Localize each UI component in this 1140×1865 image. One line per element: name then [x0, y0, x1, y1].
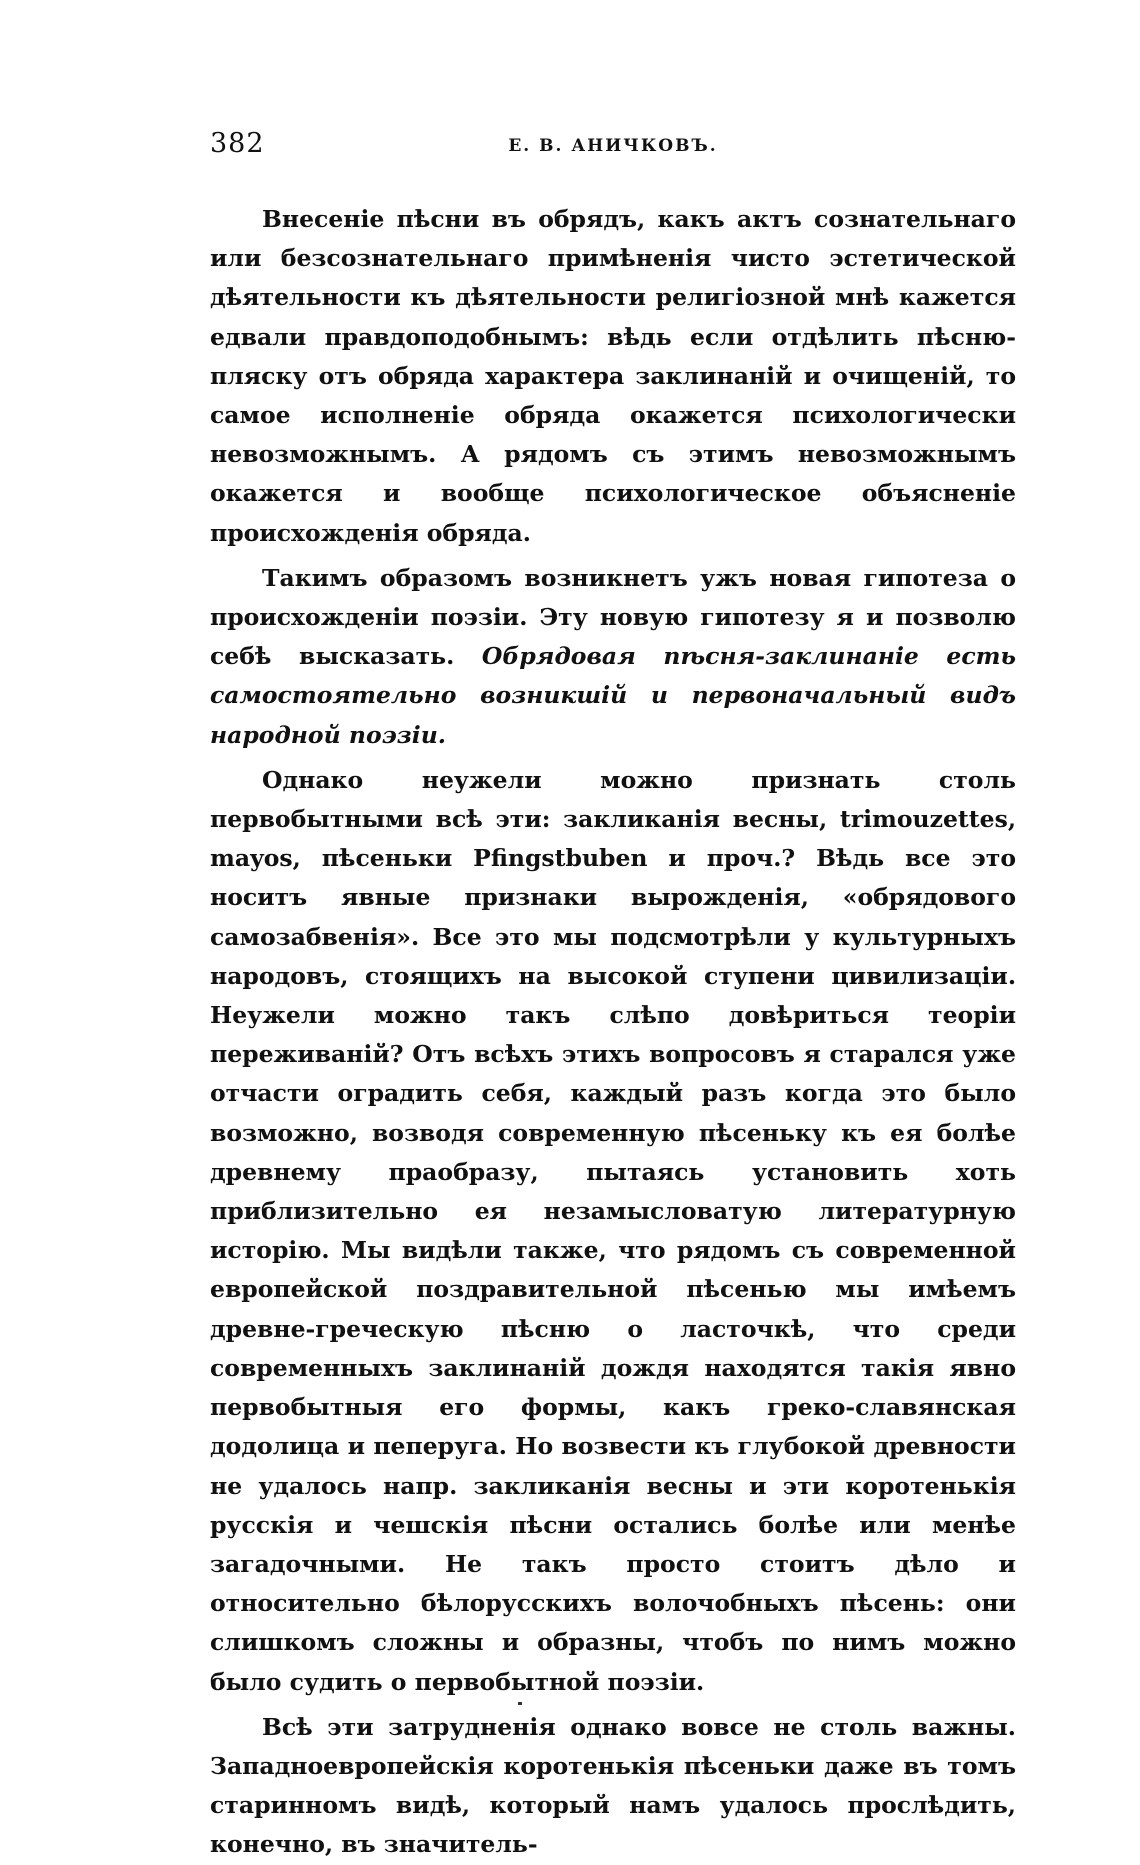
paragraph — [210, 1708, 1016, 1865]
paragraph — [210, 761, 1016, 1702]
body-text — [210, 200, 1016, 1865]
paragraph — [210, 559, 1016, 755]
running-head: Е. В. АНИЧКОВЪ. — [508, 136, 718, 156]
scan-speck — [518, 1702, 522, 1705]
paragraph-text: Всѣ эти затрудненія однако вовсе не столь важны. Западноевропейскія коротенькія пѣсеньки даже въ томъ старинномъ видѣ, который намъ удалось прослѣдить, конечно, въ значитель- — [210, 1712, 1016, 1859]
paragraph — [210, 200, 1016, 553]
paragraph-text: Однако неужели можно признать столь первобытными всѣ эти: закликанія весны, trimouzettes, mayos, пѣсеньки Pfingstbuben и проч.? Вѣдь все это носитъ явные признаки вырожденія, «обрядового самозабвенія». Все это мы подсмотрѣли у культурныхъ народовъ, стоящихъ на высокой ступени цивилизаціи. Неужели можно такъ слѣпо довѣриться теоріи переживаній? Отъ всѣхъ этихъ вопросовъ я старался уже отчасти оградить себя, каждый разъ когда это было возможно, возводя современную пѣсеньку къ ея болѣе древнему праобразу, пытаясь установить хоть приблизительно ея незамысловатую литературную исторію. Мы видѣли также, что рядомъ съ современной европейской поздравительной пѣсенью мы имѣемъ древне-греческую пѣсню о ласточкѣ, что среди современныхъ заклинаній дождя находятся такія явно первобытныя его формы, какъ греко-славянская додолица и пеперуга. Но возвести къ глубокой древности не удалось напр. закликанія весны и эти коротенькія русскія и чешскія пѣсни остались болѣе или менѣе загадочными. Не такъ просто стоитъ дѣло и относительно бѣлорусскихъ волочобныхъ пѣсень: они слишкомъ сложны и образны, чтобъ по нимъ можно было судить о первобытной поэзіи. — [210, 765, 1016, 1696]
paragraph-text: Такимъ образомъ возникнетъ ужъ новая гипотеза о происхожденіи поэзіи. Эту новую гипотезу я и позволю себѣ высказать. — [210, 563, 1016, 671]
italic-thesis: Обрядовая пѣсня-заклинаніе есть самостоятельно возникшій и первоначальный видъ народной поэзіи. — [210, 642, 1017, 749]
page-number: 382 — [210, 128, 265, 159]
page-header — [210, 128, 1016, 168]
paragraph-text: Внесеніе пѣсни въ обрядъ, какъ актъ сознательнаго или безсознательнаго примѣненія чисто эстетической дѣятельности къ дѣятельности религіозной мнѣ кажется едвали правдоподобнымъ: вѣдь если отдѣлить пѣсню-пляску отъ обряда характера заклинаній и очищеній, то самое исполненіе обряда окажется психологически невозможнымъ. А рядомъ съ этимъ невозможнымъ окажется и вообще психологическое объясненіе происхожденія обряда. — [210, 205, 1016, 547]
